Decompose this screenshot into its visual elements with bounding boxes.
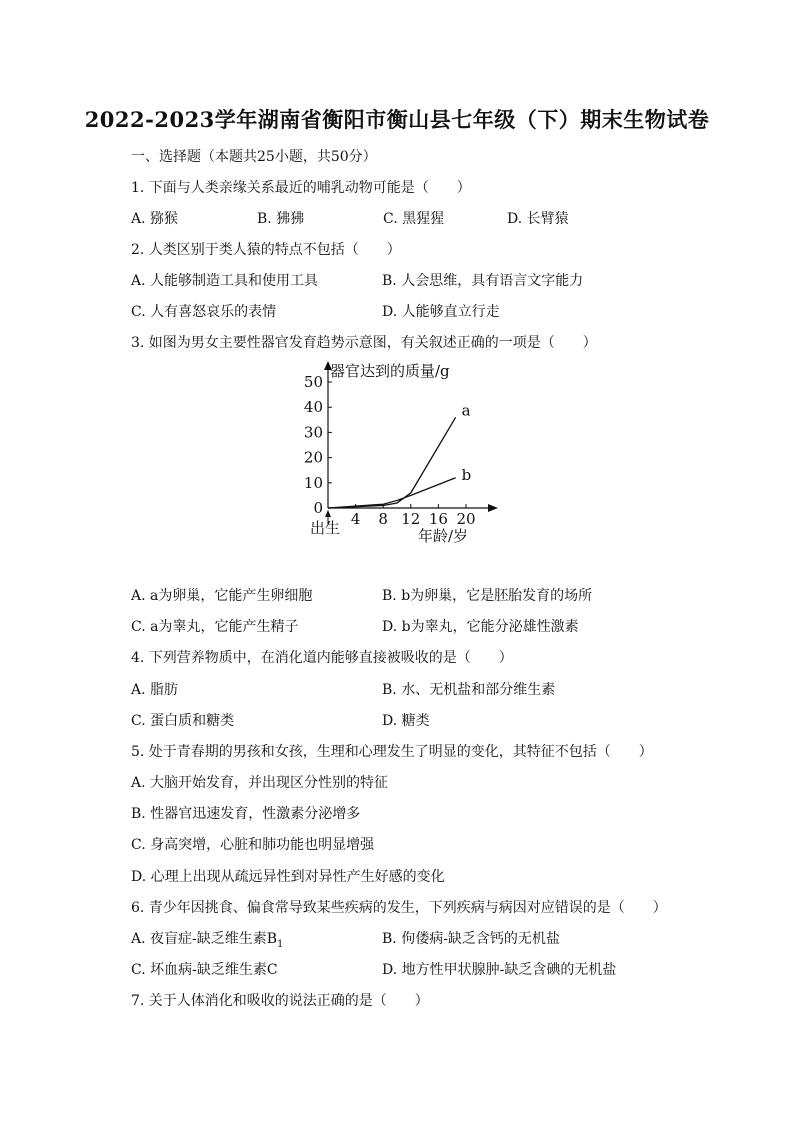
option-a[interactable]: A. a为卵巢，它能产生卵细胞	[131, 588, 313, 604]
y-tick-label: 40	[303, 398, 323, 417]
option-b[interactable]: B. 性器官迅速发育，性激素分泌增多	[131, 806, 361, 822]
y-tick-label: 10	[303, 473, 323, 492]
option-d[interactable]: D. 人能够直立行走	[382, 304, 500, 320]
y-tick-label: 0	[313, 499, 323, 517]
option-c[interactable]: C. 蛋白质和糖类	[131, 713, 235, 729]
x-axis-arrow	[488, 504, 498, 512]
organ-growth-chart	[300, 358, 510, 548]
option-a-text: A. 夜盲症-缺乏维生素B	[131, 931, 278, 947]
question-3-stem: 3. 如图为男女主要性器官发育趋势示意图，有关叙述正确的一项是（ ）	[131, 335, 597, 351]
birth-arrow-head	[325, 510, 331, 517]
option-a[interactable]: A. 脂肪	[131, 682, 179, 698]
chart-y-axis-label: 器官达到的质量/g	[330, 362, 450, 380]
chart-origin-label: 出生	[310, 519, 341, 537]
option-d[interactable]: D. 心理上出现从疏远异性到对异性产生好感的变化	[131, 869, 445, 885]
chart-axes	[324, 361, 498, 524]
option-c[interactable]: C. 人有喜怒哀乐的表情	[131, 304, 277, 320]
question-2-options-row-2	[131, 301, 691, 321]
question-4-options-row-2	[131, 710, 691, 730]
series-label-a: a	[461, 401, 471, 420]
y-tick-label: 20	[303, 448, 323, 467]
x-tick-label: 4	[350, 510, 361, 528]
x-tick-label: 16	[428, 510, 448, 528]
option-b[interactable]: B. 狒狒	[257, 211, 305, 227]
option-a[interactable]: A. 猕猴	[131, 211, 179, 227]
option-a-subscript: 1	[277, 938, 284, 950]
y-tick-label: 50	[303, 373, 323, 391]
series-label-b: b	[461, 465, 472, 484]
option-b[interactable]: B. 佝偻病-缺乏含钙的无机盐	[382, 931, 560, 947]
question-6-options-row-2	[131, 959, 691, 979]
chart-x-axis-label: 年龄/岁	[418, 527, 469, 545]
option-a[interactable]: A. 大脑开始发育，并出现区分性别的特征	[131, 775, 389, 791]
option-c[interactable]: C. 坏血病-缺乏维生素C	[131, 962, 278, 978]
question-1-stem: 1. 下面与人类亲缘关系最近的哺乳动物可能是（ ）	[131, 180, 471, 196]
question-4-options-row-1	[131, 679, 691, 699]
question-1-options	[131, 208, 691, 228]
question-3-options-row-2	[131, 616, 691, 636]
option-b[interactable]: B. b为卵巢，它是胚胎发育的场所	[382, 588, 593, 604]
option-c[interactable]: C. 身高突增，心脏和肺功能也明显增强	[131, 837, 375, 853]
option-b[interactable]: B. 水、无机盐和部分维生素	[382, 682, 556, 698]
option-a[interactable]: A. 人能够制造工具和使用工具	[131, 273, 319, 289]
question-4-stem: 4. 下列营养物质中，在消化道内能够直接被吸收的是（ ）	[131, 650, 513, 666]
y-tick-label: 30	[303, 423, 323, 442]
section-heading: 一、选择题（本题共25小题，共50分）	[131, 149, 377, 165]
option-d[interactable]: D. 地方性甲状腺肿-缺乏含碘的无机盐	[382, 962, 617, 978]
option-d[interactable]: D. 长臂猿	[507, 211, 569, 227]
option-c[interactable]: C. 黑猩猩	[383, 211, 445, 227]
series-line-a	[328, 417, 456, 508]
question-7-stem: 7. 关于人体消化和吸收的说法正确的是（ ）	[131, 993, 429, 1009]
chart-series	[328, 401, 471, 508]
x-tick-label: 8	[378, 510, 388, 528]
x-tick-label: 20	[456, 510, 476, 528]
question-5-stem: 5. 处于青春期的男孩和女孩，生理和心理发生了明显的变化，其特征不包括（ ）	[131, 744, 653, 760]
question-2-options-row-1	[131, 270, 691, 290]
option-d[interactable]: D. b为睾丸，它能分泌雄性激素	[382, 619, 579, 635]
question-3-options-row-1	[131, 585, 691, 605]
question-6-stem: 6. 青少年因挑食、偏食常导致某些疾病的发生，下列疾病与病因对应错误的是（ ）	[131, 900, 667, 916]
page-title: 2022-2023学年湖南省衡阳市衡山县七年级（下）期末生物试卷	[84, 107, 710, 132]
option-a[interactable]	[131, 928, 283, 950]
question-6-options-row-1	[131, 928, 691, 948]
option-b[interactable]: B. 人会思维，具有语言文字能力	[382, 273, 584, 289]
question-2-stem: 2. 人类区别于类人猿的特点不包括（ ）	[131, 242, 401, 258]
option-d[interactable]: D. 糖类	[382, 713, 430, 729]
option-c[interactable]: C. a为睾丸，它能产生精子	[131, 619, 299, 635]
x-tick-label: 12	[401, 510, 421, 528]
